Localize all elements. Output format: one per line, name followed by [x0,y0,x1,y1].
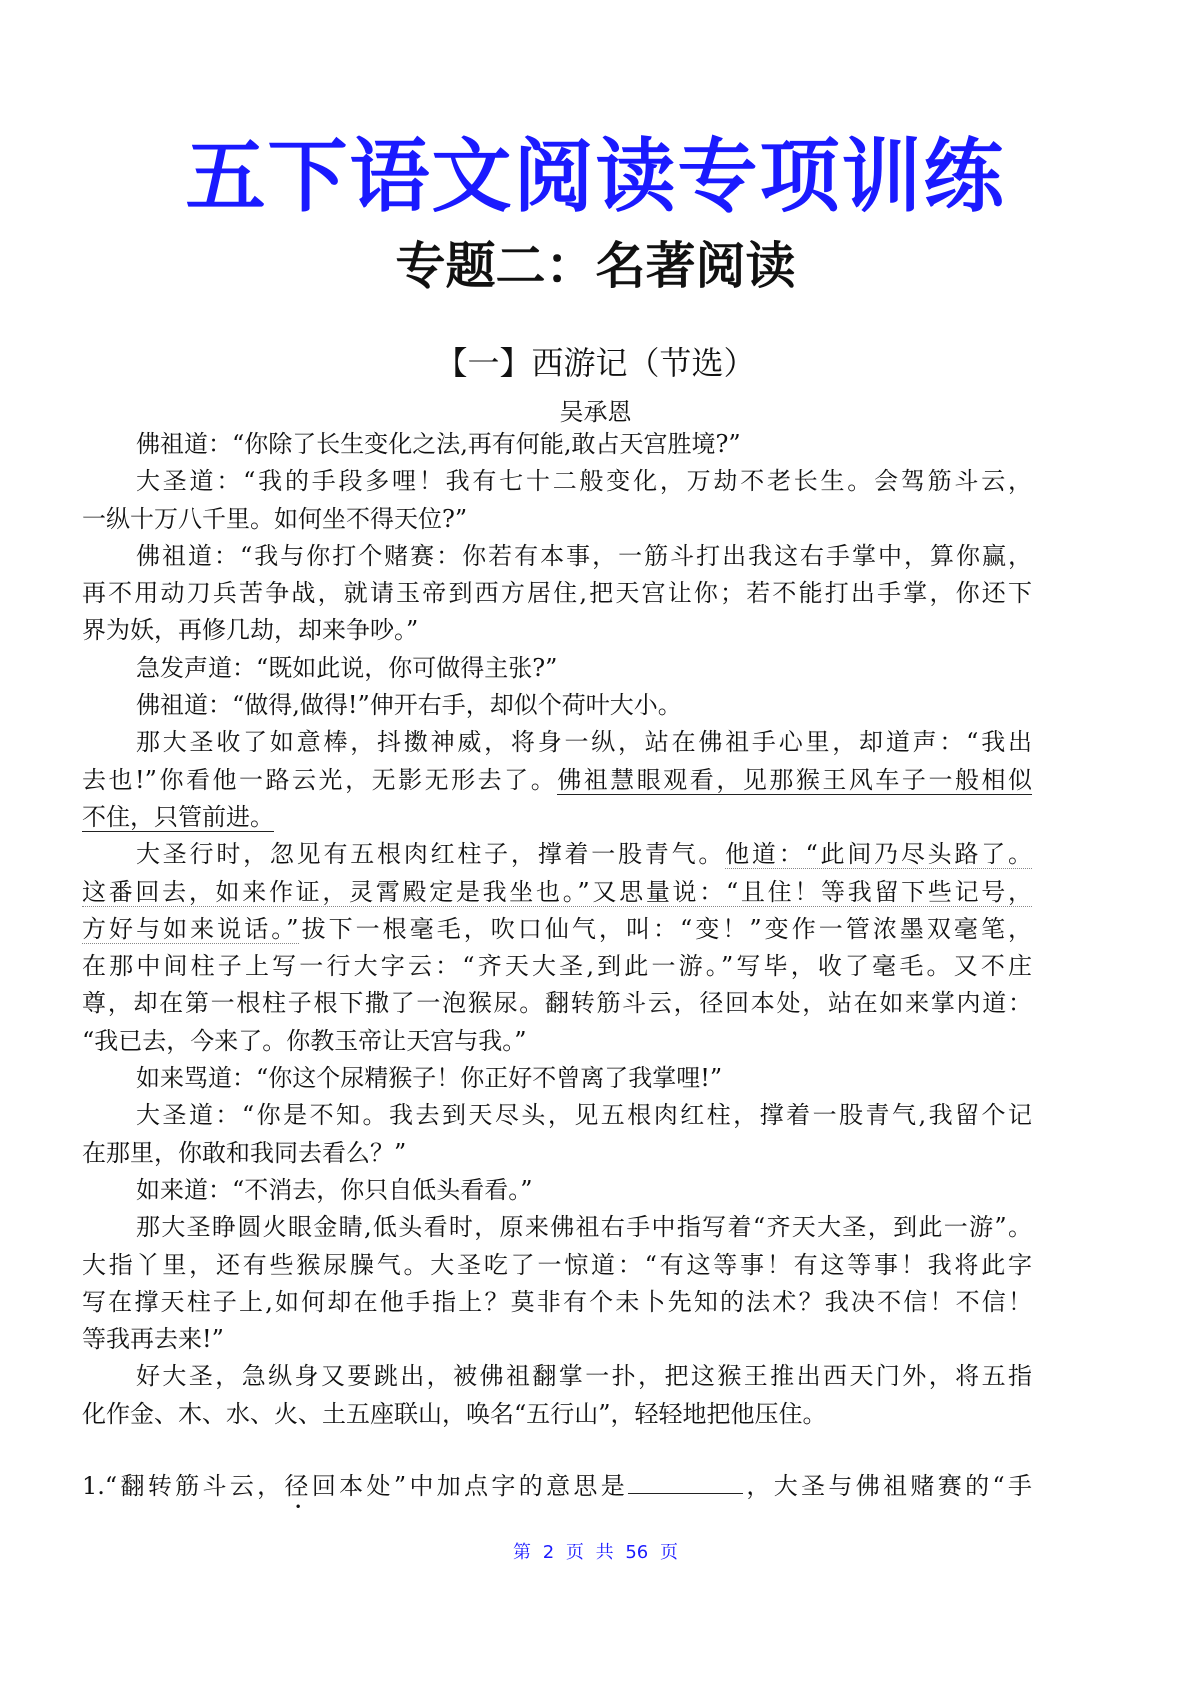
page-footer: 第 2 页 共 56 页 [513,1542,678,1563]
passage-line [82,501,1032,538]
passage-text: 那大圣睁圆火眼金睛,低头看时，原来佛祖右手中指写着“齐天大圣，到此一游”。 [136,1213,1032,1242]
question-middle: 回本处”中加点字的意思是 [311,1472,629,1500]
passage-line [82,985,1032,1022]
passage-line [82,836,1032,873]
passage-text: 大圣道：“我的手段多哩！我有七十二般变化，万劫不老长生。会驾筋斗云， [136,467,1032,496]
passage-text: 一纵十万八千里。如何坐不得天位?” [82,504,468,533]
passage-line [82,650,1032,687]
passage-line [82,1209,1032,1246]
passage-line [82,948,1032,985]
passage-text: 去也!”你看他一路云光，无影无形去了。 [82,765,558,794]
passage-line [82,1321,1032,1358]
passage-line [82,1097,1032,1134]
passage-line [82,687,1032,724]
passage-line [82,799,1032,836]
passage-line [82,1358,1032,1395]
passage-text: 那大圣收了如意棒，抖擞神威，将身一纵，站在佛祖手心里，却道声：“我出 [136,728,1032,757]
answer-blank[interactable] [628,1469,743,1494]
passage-text: 佛祖道：“做得,做得!”伸开右手，却似个荷叶大小。 [136,691,682,720]
passage-text: 佛祖道：“你除了长生变化之法,再有何能,敢占天宫胜境?” [136,430,741,458]
underlined-text: 这番回去，如来作证，灵霄殿定是我坐也。”又思量说：“且住！等我留下些记号， [82,877,1032,906]
passage-text: 大圣道：“你是不知。我去到天尽头，见五根肉红柱，撑着一股青气,我留个记 [136,1101,1032,1130]
passage-line [82,1135,1032,1172]
passage-text: 佛祖道：“我与你打个赌赛：你若有本事，一筋斗打出我这右手掌中，算你赢， [136,541,1032,570]
passage-line [82,538,1032,575]
passage-text: 如来骂道：“你这个尿精猴子！你正好不曾离了我掌哩!” [136,1064,723,1093]
passage-line [82,1284,1032,1321]
passage-line [82,724,1032,761]
passage-text: 在那中间柱子上写一行大字云：“齐天大圣,到此一游。”写毕，收了毫毛。又不庄 [82,952,1032,981]
passage-line [82,612,1032,649]
document-title: 五下语文阅读专项训练 [185,130,1006,223]
document-subtitle: 专题二：名著阅读 [395,237,796,295]
passage-text: 如来道：“不消去，你只自低头看看。” [136,1175,533,1204]
underlined-text: 他道：“此间乃尽头路了。 [725,840,1032,869]
emphasized-char: 径 [284,1472,312,1500]
question-1 [82,1466,1032,1514]
passage-text: 大指丫里，还有些猴尿臊气。大圣吃了一惊道：“有这等事！有这等事！我将此字 [82,1250,1032,1279]
passage-text: 写在撑天柱子上,如何却在他手指上？莫非有个未卜先知的法术？我决不信！不信！ [82,1287,1032,1316]
underlined-text: 佛祖慧眼观看，见那猴王风车子一般相似 [557,765,1032,794]
section-heading: 【一】西游记（节选） [435,344,756,382]
passage-text: 界为妖，再修几劫，却来争吵。” [82,616,419,645]
passage-line [82,1023,1032,1060]
passage-text: 好大圣，急纵身又要跳出，被佛祖翻掌一扑，把这猴王推出西天门外，将五指 [136,1362,1032,1391]
passage-line [82,874,1032,911]
passage-line [82,911,1032,948]
question-suffix: ，大圣与佛祖赌赛的“手 [743,1472,1033,1500]
underlined-text: 不住，只管前进。 [82,802,274,831]
passage-text: 再不用动刀兵苦争战，就请玉帝到西方居住,把天宫让你；若不能打出手掌，你还下 [82,579,1032,608]
passage-text: 拔下一根毫毛，吹口仙气，叫：“变！”变作一管浓墨双毫笔， [298,914,1032,943]
passage-text: “我已去，今来了。你教玉帝让天宫与我。” [82,1026,527,1055]
passage-line [82,426,1032,463]
passage-text: 尊，却在第一根柱子根下撒了一泡猴尿。翻转筋斗云，径回本处，站在如来掌内道： [82,989,1032,1018]
passage-line [82,575,1032,612]
passage-text: 大圣行时，忽见有五根肉红柱子，撑着一股青气。 [136,840,726,869]
author: 吴承恩 [559,398,632,426]
passage-text: 等我再去来!” [82,1325,224,1354]
passage-line [82,1060,1032,1097]
passage-body [82,426,1032,1433]
passage-line [82,1247,1032,1284]
passage-text: 急发声道：“既如此说，你可做得主张?” [136,653,558,682]
question-prefix: 1.“翻转筋斗云， [82,1472,285,1500]
passage-line [82,463,1032,500]
passage-line [82,1396,1032,1433]
passage-line [82,1172,1032,1209]
passage-line [82,762,1032,799]
passage-text: 在那里，你敢和我同去看么？” [82,1138,407,1167]
underlined-text: 方好与如来说话。” [82,914,299,943]
passage-text: 化作金、木、水、火、土五座联山，唤名“五行山”，轻轻地把他压住。 [82,1399,827,1428]
